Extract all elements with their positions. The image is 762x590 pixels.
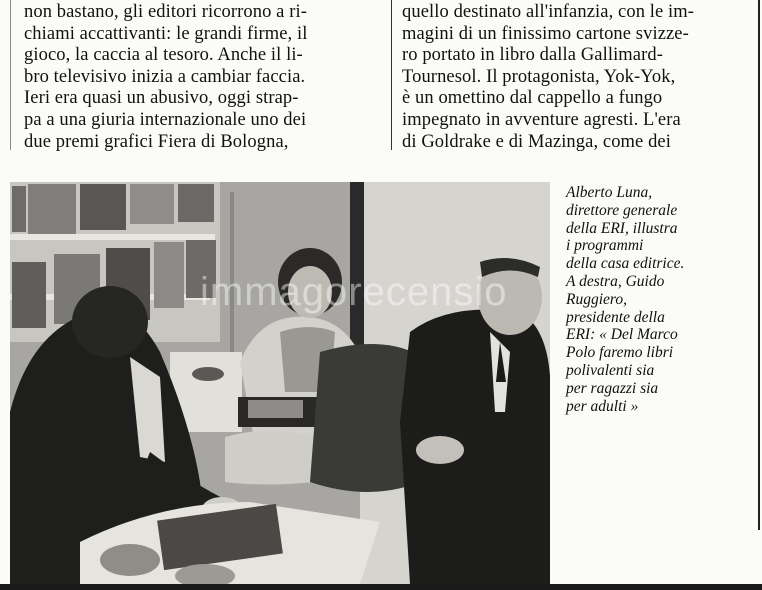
column-divider bbox=[391, 0, 392, 150]
article-line: impegnato in avventure agresti. L'era bbox=[402, 109, 681, 130]
article-line: è un omettino dal cappello a fungo bbox=[402, 88, 663, 109]
article-line: Ieri era quasi un abusivo, oggi strap- bbox=[24, 88, 299, 109]
watermark: immagorecensio bbox=[200, 270, 508, 314]
article-line: ro portato in libro dalla Gallimard- bbox=[402, 45, 663, 66]
right-edge-rule bbox=[758, 0, 760, 530]
caption-line: per adulti » bbox=[566, 397, 639, 415]
article-line: quello destinato all'infanzia, con le im- bbox=[402, 2, 695, 22]
article-column-left bbox=[24, 2, 386, 153]
caption-line: Alberto Luna, bbox=[566, 184, 653, 201]
article-line: gioco, la caccia al tesoro. Anche il li- bbox=[24, 45, 303, 66]
article-column-right bbox=[402, 2, 752, 153]
article-photo bbox=[10, 182, 550, 584]
article-line: due premi grafici Fiera di Bologna, bbox=[24, 131, 289, 152]
caption-line: polivalenti sia bbox=[566, 361, 655, 379]
caption-line: della ERI, illustra bbox=[566, 219, 678, 237]
article-line: bro televisivo inizia a cambiar faccia. bbox=[24, 66, 306, 87]
caption-line: per ragazzi sia bbox=[566, 379, 659, 397]
photo-caption bbox=[566, 184, 756, 415]
article-line: di Goldrake e di Mazinga, come dei bbox=[402, 131, 671, 152]
caption-line: i programmi bbox=[566, 237, 644, 255]
caption-line: A destra, Guido bbox=[566, 272, 665, 290]
article-line: pa a una giuria internazionale uno dei bbox=[24, 109, 307, 130]
caption-line: Ruggiero, bbox=[566, 290, 627, 308]
article-line: magini di un finissimo cartone svizze- bbox=[402, 23, 689, 44]
article-line: non bastano, gli editori ricorrono a ri- bbox=[24, 2, 307, 22]
article-line: Tournesol. Il protagonista, Yok-Yok, bbox=[402, 66, 676, 87]
caption-line: della casa editrice. bbox=[566, 255, 685, 273]
caption-line: presidente della bbox=[566, 308, 665, 326]
left-edge-rule bbox=[10, 0, 11, 150]
caption-line: direttore generale bbox=[566, 201, 678, 219]
caption-line: Polo faremo libri bbox=[566, 344, 674, 362]
photo-illustration bbox=[10, 182, 550, 584]
bottom-rule bbox=[0, 584, 762, 590]
caption-line: ERI: « Del Marco bbox=[566, 326, 678, 344]
article-line: chiami accattivanti: le grandi firme, il bbox=[24, 23, 308, 44]
